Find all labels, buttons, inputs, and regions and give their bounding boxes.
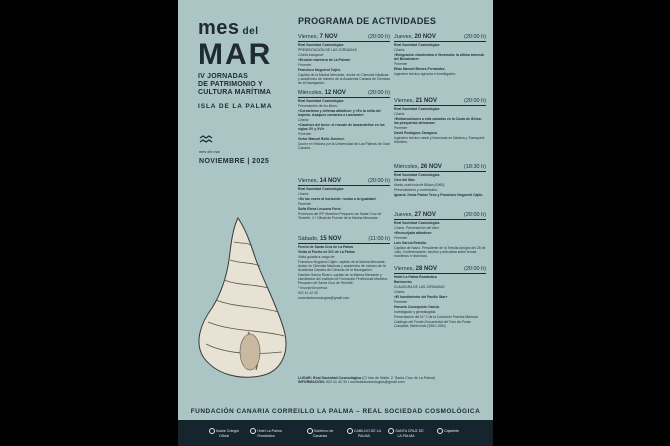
event-date-line [394,266,486,274]
event-day: 21 NOV [415,98,437,104]
event-text-line: «Corsarismo y defensa atlántica» y «En la orilla del imperio. Asaques corsarios a Lanzarote» [298,109,381,117]
event-time: (20:00 h) [463,266,486,272]
event-text-line: Damián García Rivero: capitán de la Marina Mercante y vicedirector del Instituto de Formación Profesional Marítimo Pesquero de Santa Cruz de Tenerife. [298,273,388,285]
program-event [298,236,390,300]
event-date-line [394,212,486,220]
foundation-credit: FUNDACIÓN CANARIA CORREILLO LA PALMA – REAL SOCIEDAD COSMOLÓGICA [190,408,481,415]
event-text-line: Doctor en Historia por la Universidad de Las Palmas de Gran Canaria. [298,142,390,150]
brand-del: del [242,26,259,37]
event-text-line: Ponente: [298,202,312,206]
event-text-line: sociedadcosmologica@gmail.com [298,296,350,300]
brand-block [198,17,293,110]
sponsor-bar [178,420,493,446]
event-weekday: Jueves, [394,212,413,218]
event-text-line: Ponente: [394,126,408,130]
event-day: 14 NOV [319,178,341,184]
event-text-line: «Erosión marinera de La Palma» [298,58,351,62]
event-text-line: Marta, matrícula de Bilbao (1960). [394,183,446,187]
venue-address: (C/ Van de Walle, 2. Santa Cruz de La Palma) [362,376,436,380]
event-day: 28 NOV [415,266,437,272]
event-text-line: Ponente: [298,132,312,136]
event-time: (20:00 h) [463,98,486,104]
event-text-line: Charla inaugural: [298,53,324,57]
event-text-line: Charla. Presentación del libro: [394,226,440,230]
event-weekday: Viernes, [298,34,319,40]
event-day: 26 NOV [420,164,442,170]
program-event [394,266,486,328]
event-text-line: Real Sociedad Cosmológica [298,99,344,103]
brand-mar: MAR [198,38,273,71]
venue-label: LUGAR: [298,376,312,380]
brand-isla: ISLA DE LA PALMA [198,103,273,110]
event-text-line: Cine del Mar: [394,178,416,182]
event-weekday: Miércoles, [394,164,420,170]
event-text-line: Profesora del IFP Marítimo Pesquero de Santa Cruz de Tenerife, 1.ª Oficial de Puente de la Marina Mercante. [298,212,382,220]
event-text-line: Charla: [394,112,405,116]
program-event [394,164,486,197]
brand-subtitle: IV JORNADAS DE PATRIMONIO Y CULTURA MARÍTIMA [198,73,272,96]
sponsor-logo: CABILDO DE LA PALMA [346,428,382,438]
event-text-line: PRESENTACIÓN DE LAS JORNADAS [298,48,357,52]
sponsor-mark-icon [437,428,443,434]
event-time: (20:00 h) [367,178,390,184]
sponsor-mark-icon [209,428,215,434]
event-weekday: Jueves, [394,34,413,40]
mini-logo-text: mes del mar [199,150,220,154]
event-time: (18:30 h) [463,164,486,170]
event-date: NOVIEMBRE | 2025 [199,158,270,165]
event-weekday: Sábado, [298,236,319,242]
event-text-line: Elías Manuel Bienes Fernández. [394,67,446,71]
program-panel [298,16,486,376]
event-text-line: «El hundimiento del Pacific Star» [394,295,448,299]
program-columns [298,34,486,376]
event-time: (11:00 h) [368,236,390,242]
event-text-line: «Emigración clandestina a Venezuela: la última travesía del Benahoare» [394,53,484,61]
event-date-line [394,164,486,172]
venue-info [298,376,488,385]
event-text-line: David Rodríguez Zaragoza. [394,131,438,135]
sponsor-mark-icon [250,428,256,434]
event-time: (20:00 h) [367,34,390,40]
sponsor-logo: Hotel La Palma Romántica [248,428,284,438]
event-text-line: * Inscripción previa: [298,286,328,290]
sponsor-mark-icon [347,428,353,434]
program-title: PROGRAMA DE ACTIVIDADES [298,16,437,26]
event-date-line [298,90,390,98]
event-weekday: Viernes, [298,178,319,184]
event-text-line: Barlovento [394,280,412,284]
event-text-line: Visita al Puerto de S/C de La Palma [298,250,355,254]
sponsor-logo: SANTA CRUZ DE LA PALMA [388,428,424,438]
event-weekday: Miércoles, [298,90,324,96]
event-text-line: Capitán de la Marina Mercante, doctor en Ciencias Náuticas y académico de número de la Academia Canaria de Ciencias de la Navegación. [298,73,390,85]
event-text-line: Ignacio Jesús Pastor Teso y Francisco Noguerol Cajén. [394,193,484,197]
event-text-line: Honorio Concepción García. [394,305,440,309]
event-text-line: Real Sociedad Cosmológica [394,43,440,47]
event-text-line: Ingeniero técnico agrícola e investigador. [394,72,456,76]
event-text-line: «Cautivos del turco: el rescate de lanzaroteños en los siglos XV y XVI» [298,123,385,131]
event-text-line: Francisco Noguerol Cajén: capitán de la Marina Mercante, doctor en Ciencias Náuticas y académico de número de la Academia Canaria de Ciencias de la Navegación. [298,260,386,272]
event-text-line: Charla: [298,192,309,196]
event-text-line: Charla: [394,290,405,294]
event-text-line: Catálogo del Fondo Documental del Faro de Punta Cumplida, Barlovento (1861-1991) [394,320,471,328]
program-event [394,212,486,258]
event-date-line [298,34,390,42]
event-day: 15 NOV [320,236,342,242]
event-text-line: Presentación del N.º 2 de la Colección Puertos Marinos: [394,315,479,319]
event-text-line: Ingeniero técnico naval y licenciado en Náutica y Transporte Marítimo. [394,136,485,144]
event-text-line: Real Sociedad Cosmológica [394,107,440,111]
event-text-line: Sofía Elena Lecuona Forte. [298,207,342,211]
event-text-line: Presentadores y contertulios: [394,188,438,192]
event-text-line: Francisco Noguerol Cajén. [298,68,341,72]
mes-del-mar-logo [199,131,239,154]
event-date-line [298,178,390,186]
seashell-illustration [186,212,298,382]
event-text-line: Presentación de los libros: [298,104,338,108]
event-weekday: Viernes, [394,98,415,104]
sponsor-logo: Gobierno de Canarias [302,428,338,438]
sponsor-logo: Cajasiete [430,428,466,438]
event-date-line [298,236,390,244]
info-label: INFORMACIÓN: [298,380,325,385]
info-line [298,380,488,384]
event-day: 20 NOV [414,34,436,40]
event-date-line [394,98,486,106]
sponsor-logo: Ilustre Colegio Oficial [206,428,242,438]
event-text-line: «Embarcaciones a vela canarias en la Costa de África: las pesquerías africanas» [394,117,482,125]
event-text-line: Ponente: [298,63,312,67]
sponsor-mark-icon [307,428,313,434]
event-text-line: Real Sociedad Cosmológica [394,221,440,225]
program-event [298,178,390,220]
event-text-line: Visita guiada a cargo de: [298,255,336,259]
program-event [394,34,486,76]
event-weekday: Viernes, [394,266,415,272]
event-text-line: CLAUSURA DE LAS JORNADAS [394,285,445,289]
program-event [298,34,390,85]
event-day: 27 NOV [414,212,436,218]
event-day: 7 NOV [319,34,338,40]
event-text-line: Real Sociedad Cosmológica [298,187,344,191]
event-text-line: Charla: [298,118,309,122]
waves-icon [199,135,213,144]
left-panel [178,0,296,408]
event-text-line: Ponente: [394,62,408,66]
event-text-line: Víctor Manuel Bello Jiménez. [298,137,345,141]
event-text-line: Investigador y genealogista. [394,310,437,314]
event-text-line: Hotel La Palma Romántica [394,275,437,279]
poster [178,0,493,446]
event-text-line: Charla: [394,48,405,52]
program-event [298,90,390,150]
event-date-line [394,34,486,42]
event-text-line: Real Sociedad Cosmológica [394,173,440,177]
event-text-line: Puerto de Santa Cruz de La Palma [298,245,354,249]
info-contact: 922 41 42 30 • sociedadcosmologica@gmail.com [325,380,405,385]
event-time: (20:00 h) [367,90,390,96]
event-time: (20:00 h) [463,212,486,218]
event-text-line: Capitán de Navío. Presidente de la Tertulia Amigos del 25 de Julio. Conferenciante, escritor y articulista sobre temas marítimos e históricos. [394,246,486,258]
event-text-line: «Encrucijada atlántica» [394,231,432,235]
event-text-line: Ponente: [394,236,408,240]
sponsor-mark-icon [388,428,394,434]
program-event [394,98,486,144]
event-text-line: Ponente: [394,300,408,304]
event-text-line: «De las voces al horizonte: rumbo a la igualdad» [298,197,377,201]
event-text-line: Luis García Rebollo. [394,241,427,245]
event-text-line: 922 41 42 30 [298,291,318,295]
event-day: 12 NOV [324,90,346,96]
event-time: (20:00 h) [463,34,486,40]
event-text-line: Real Sociedad Cosmológica [298,43,344,47]
brand-mes: mes del [198,17,259,39]
venue-name: Real Sociedad Cosmológica [312,376,362,380]
